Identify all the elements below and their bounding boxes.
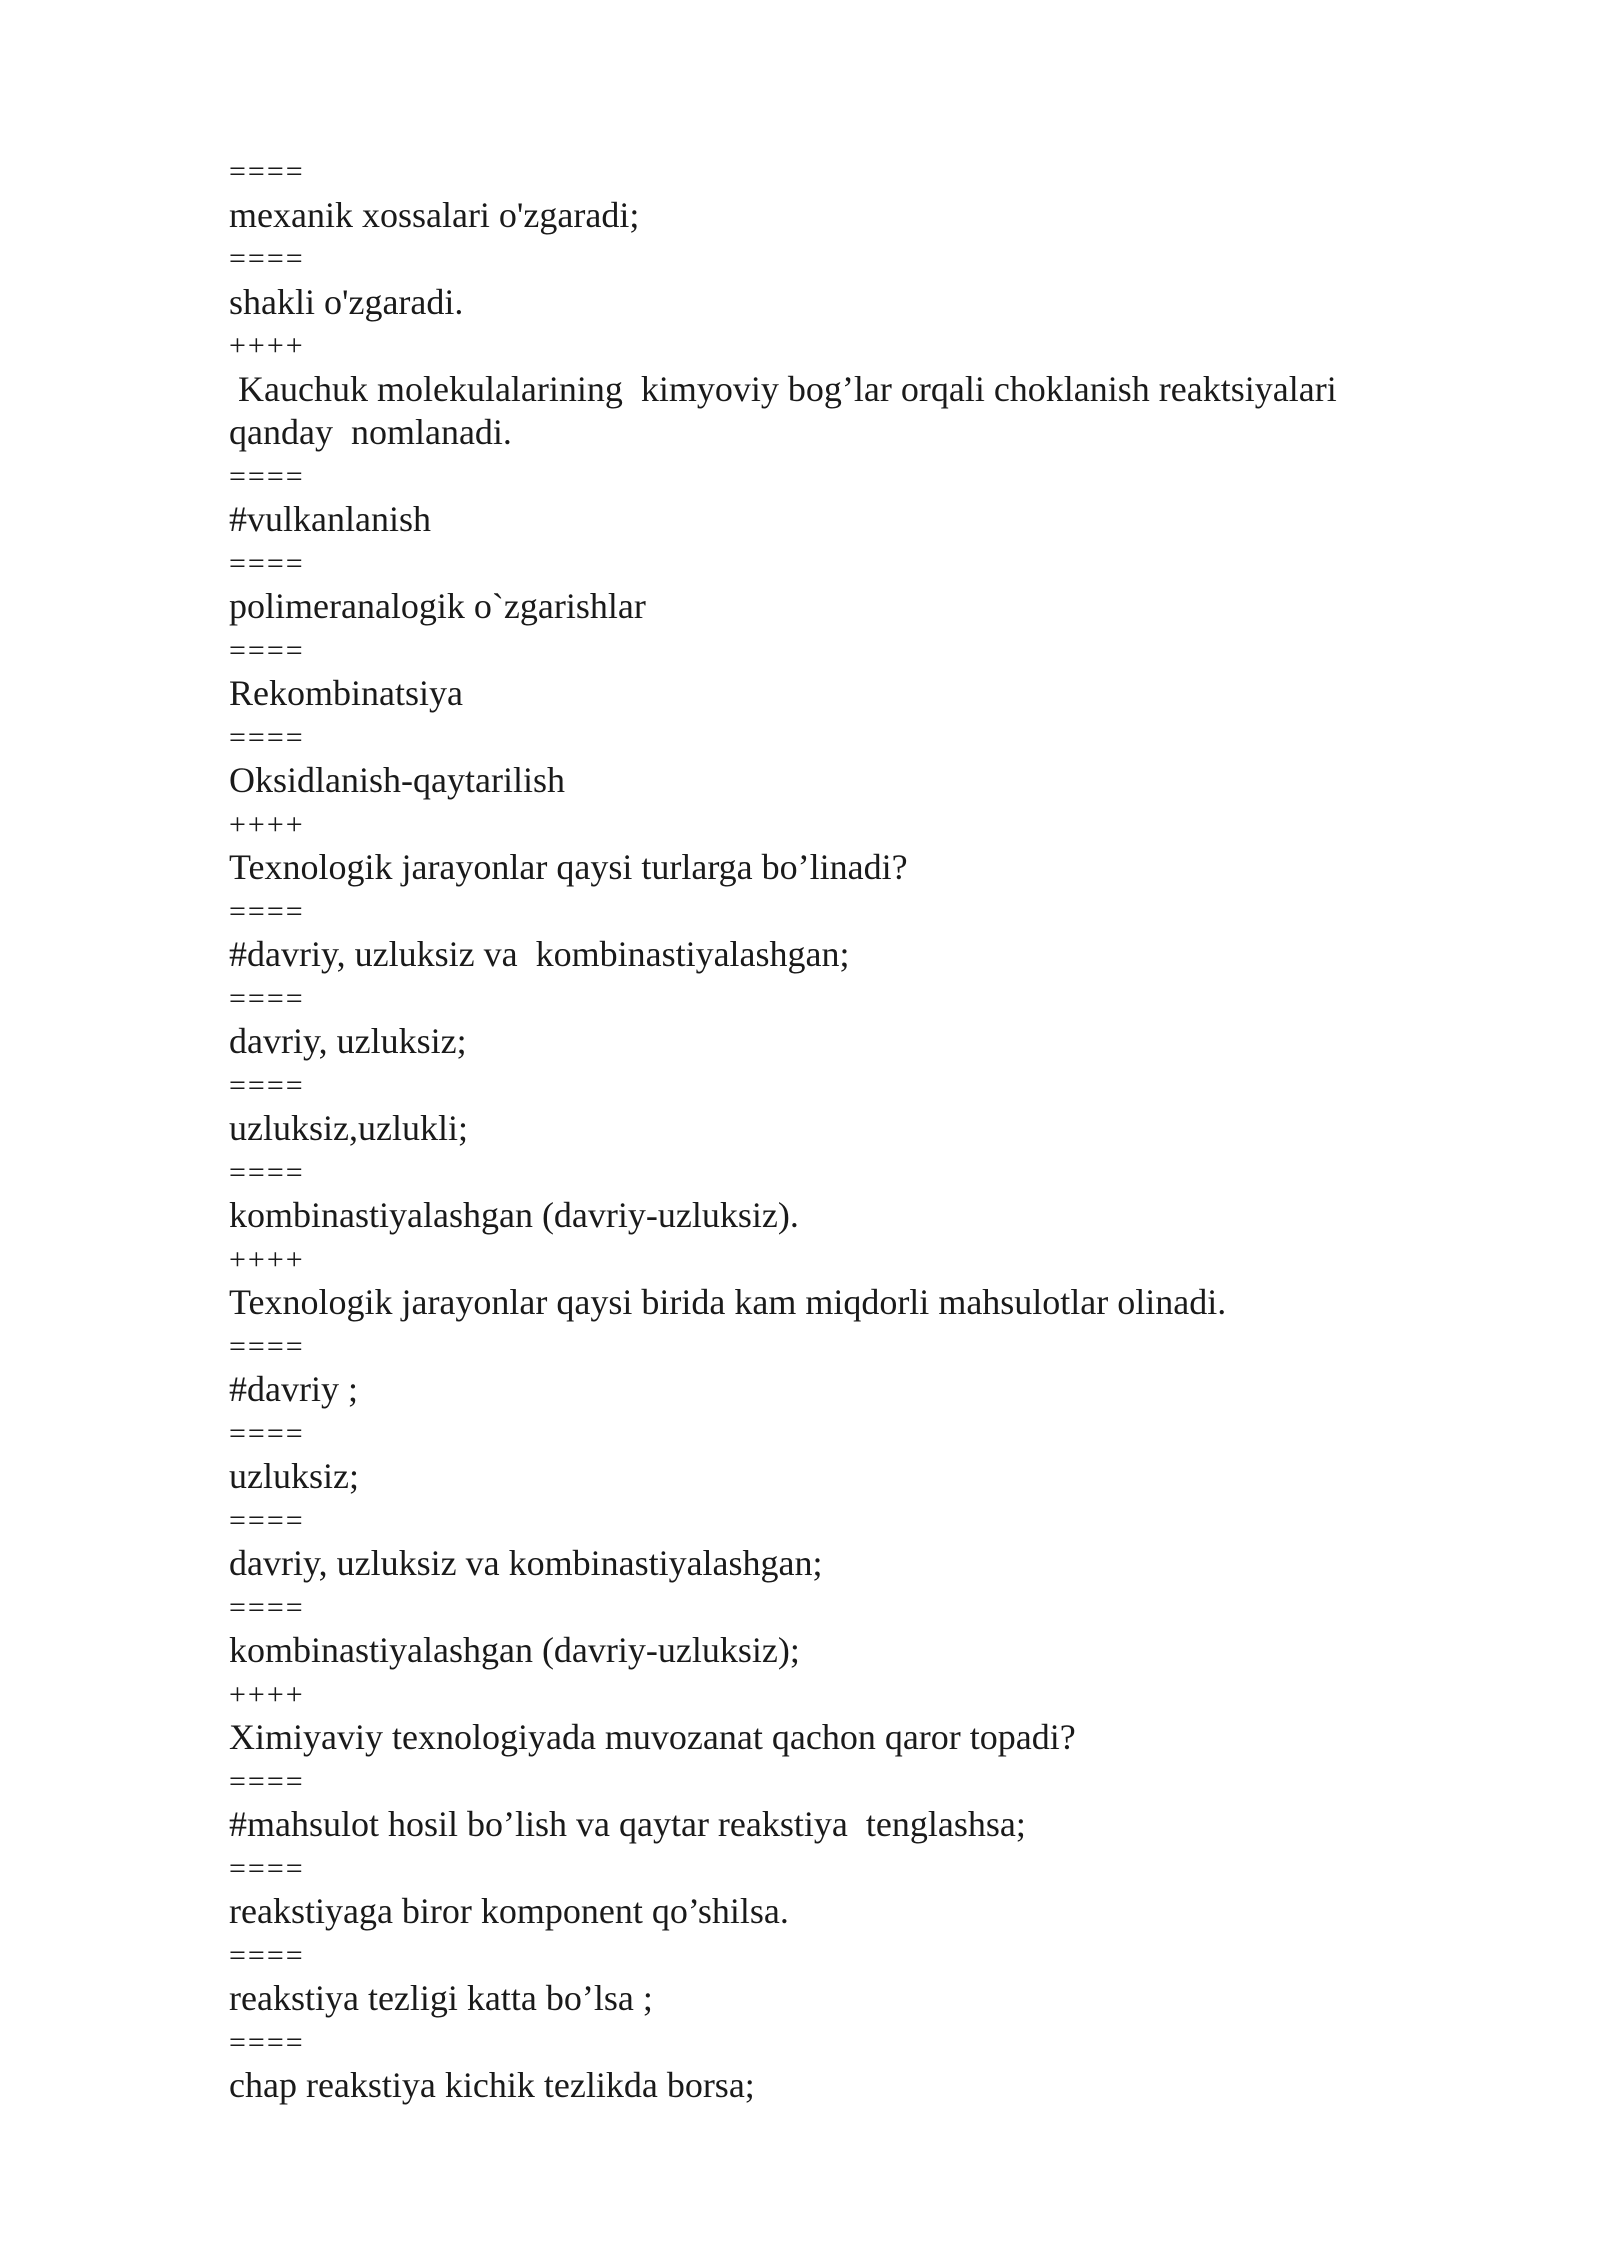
separator-line: ==== xyxy=(229,1938,305,1972)
separator-line: ++++ xyxy=(229,329,305,362)
text-line: Kauchuk molekulalarining kimyoviy bog’lar orqali choklanish reaktsiyalari xyxy=(229,368,1337,409)
separator-line: ==== xyxy=(229,1851,305,1885)
text-line: davriy, uzluksiz va kombinastiyalashgan; xyxy=(229,1543,823,1583)
text-line: polimeranalogik o`zgarishlar xyxy=(229,586,646,626)
separator-line: ==== xyxy=(229,242,305,275)
separator-line: ==== xyxy=(229,459,305,493)
text-line: qanday nomlanadi. xyxy=(229,412,512,452)
text-line: uzluksiz; xyxy=(229,1456,359,1496)
text-line: chap reakstiya kichik tezlikda borsa; xyxy=(229,2065,755,2105)
separator-line: ==== xyxy=(229,546,305,580)
text-line: #davriy ; xyxy=(229,1369,358,1409)
text-line: Rekombinatsiya xyxy=(229,673,463,713)
separator-line: ++++ xyxy=(229,1677,305,1711)
text-line: Texnologik jarayonlar qaysi birida kam miqdorli mahsulotlar olinadi. xyxy=(229,1282,1227,1322)
separator-line: ==== xyxy=(229,981,305,1015)
separator-line: ==== xyxy=(229,1590,305,1624)
text-line: #vulkanlanish xyxy=(229,499,431,539)
separator-line: ==== xyxy=(229,2025,305,2059)
separator-line: ==== xyxy=(229,720,305,754)
text-line: davriy, uzluksiz; xyxy=(229,1021,467,1061)
separator-line: ==== xyxy=(229,1764,305,1798)
separator-line: ++++ xyxy=(229,1242,305,1276)
separator-line: ==== xyxy=(229,1329,305,1363)
separator-line: ==== xyxy=(229,633,305,667)
text-line: Oksidlanish-qaytarilish xyxy=(229,760,565,800)
separator-line: ==== xyxy=(229,894,305,928)
text-line: kombinastiyalashgan (davriy-uzluksiz); xyxy=(229,1630,800,1670)
text-line: kombinastiyalashgan (davriy-uzluksiz). xyxy=(229,1195,799,1235)
text-line: Ximiyaviy texnologiyada muvozanat qachon qaror topadi? xyxy=(229,1717,1076,1757)
document-body xyxy=(229,150,1429,2108)
separator-line: ==== xyxy=(229,1416,305,1450)
separator-line: ==== xyxy=(229,155,305,188)
separator-line: ==== xyxy=(229,1155,305,1189)
text-line: shakli o'zgaradi. xyxy=(229,281,464,322)
text-line: reakstiyaga biror komponent qo’shilsa. xyxy=(229,1891,789,1931)
separator-line: ++++ xyxy=(229,807,305,841)
text-line: #mahsulot hosil bo’lish va qaytar reakstiya tenglashsa; xyxy=(229,1804,1026,1844)
separator-line: ==== xyxy=(229,1503,305,1537)
text-line: uzluksiz,uzlukli; xyxy=(229,1108,468,1148)
text-line: #davriy, uzluksiz va kombinastiyalashgan; xyxy=(229,934,850,974)
text-line: reakstiya tezligi katta bo’lsa ; xyxy=(229,1978,653,2018)
separator-line: ==== xyxy=(229,1068,305,1102)
text-line: Texnologik jarayonlar qaysi turlarga bo’linadi? xyxy=(229,847,908,887)
text-line: mexanik xossalari o'zgaradi; xyxy=(229,194,640,235)
